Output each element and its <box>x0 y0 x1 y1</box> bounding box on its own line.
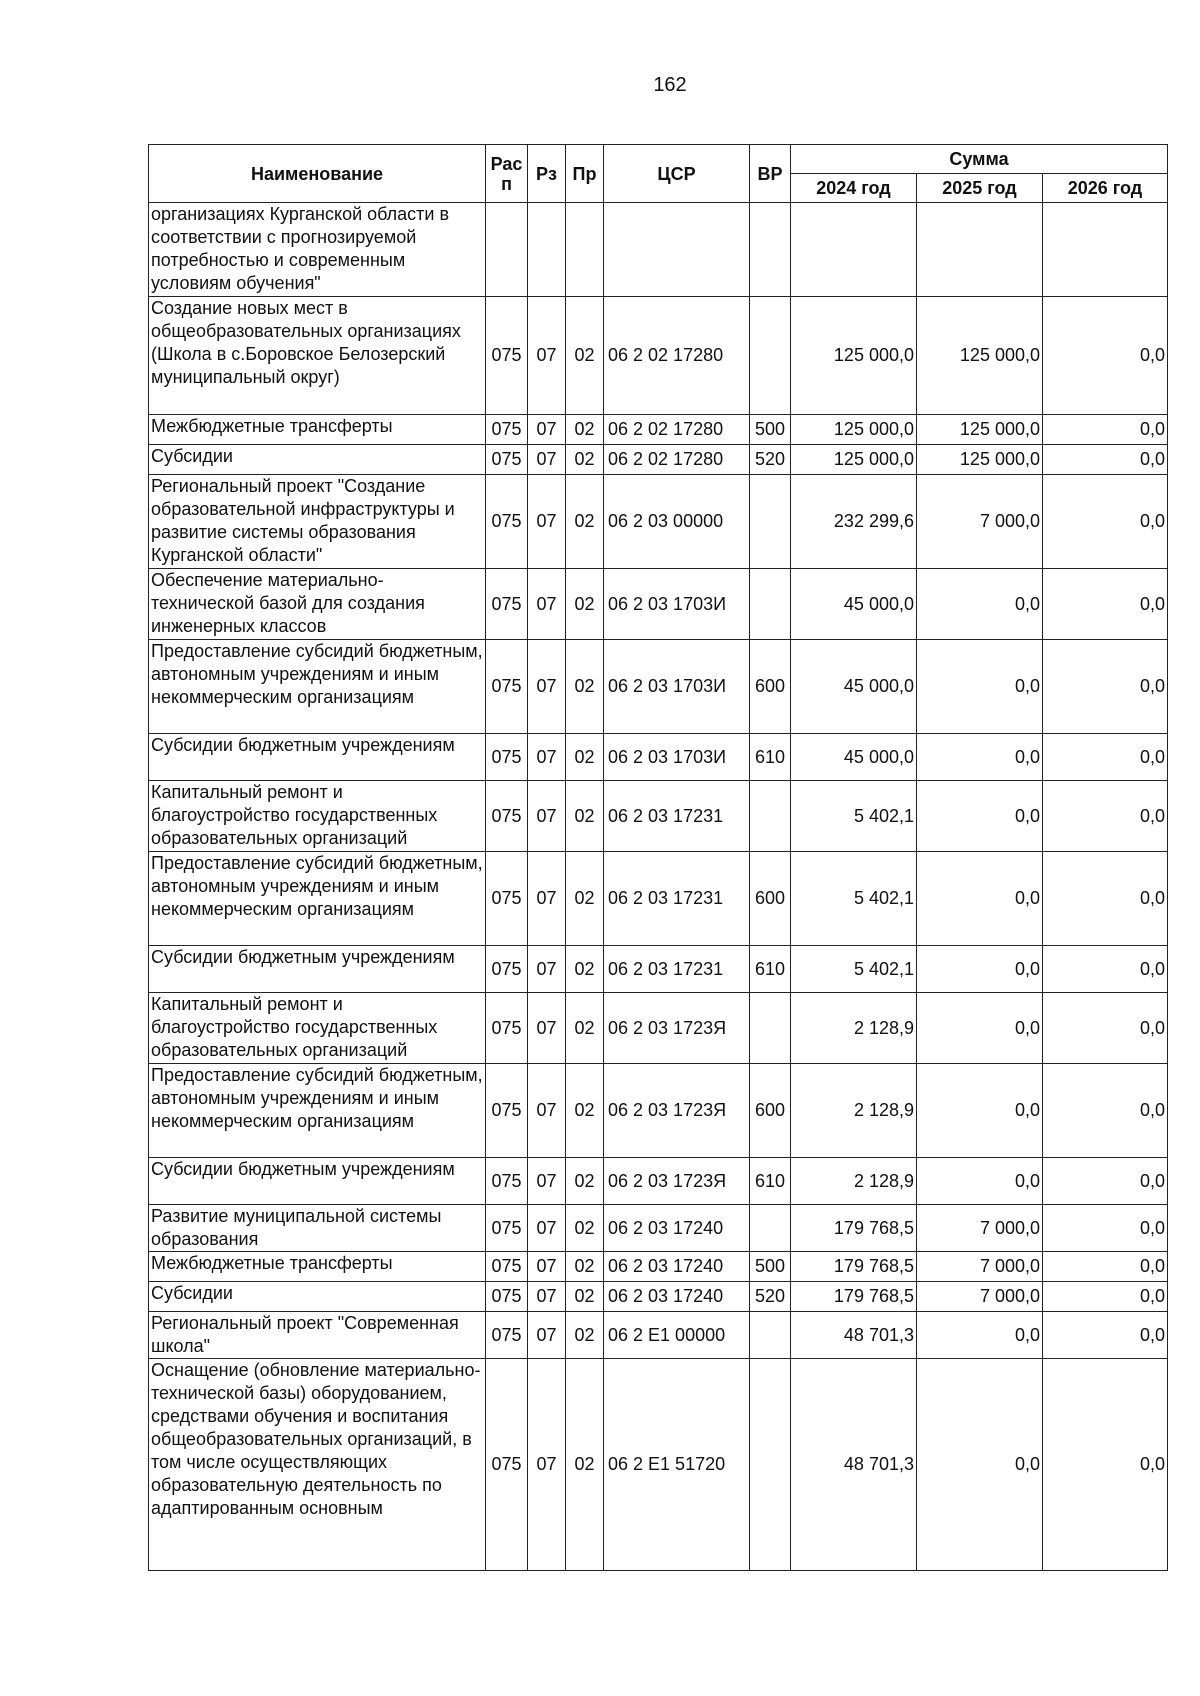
row-rz: 07 <box>528 569 566 640</box>
header-year-2026: 2026 год <box>1043 174 1168 203</box>
header-csr: ЦСР <box>604 145 750 203</box>
row-pr: 02 <box>566 993 604 1064</box>
row-sum-2025: 0,0 <box>917 1359 1043 1571</box>
row-pr: 02 <box>566 781 604 852</box>
row-sum-2026: 0,0 <box>1043 297 1168 415</box>
row-vr <box>750 1359 791 1571</box>
row-csr: 06 2 03 1723Я <box>604 1158 750 1205</box>
row-sum-2024 <box>791 203 917 297</box>
row-rasp: 075 <box>486 1359 528 1571</box>
row-rasp: 075 <box>486 1064 528 1158</box>
row-sum-2026: 0,0 <box>1043 640 1168 734</box>
row-csr: 06 2 03 1703И <box>604 569 750 640</box>
row-sum-2025: 0,0 <box>917 852 1043 946</box>
row-sum-2024: 2 128,9 <box>791 1064 917 1158</box>
row-rz: 07 <box>528 993 566 1064</box>
row-sum-2026 <box>1043 203 1168 297</box>
row-rasp: 075 <box>486 1158 528 1205</box>
row-csr: 06 2 02 17280 <box>604 297 750 415</box>
budget-table <box>148 144 1168 1571</box>
row-name: Создание новых мест в общеобразовательных организациях (Школа в с.Боровское Белозерский муниципальный округ) <box>149 297 486 415</box>
header-pr: Пр <box>566 145 604 203</box>
row-sum-2026: 0,0 <box>1043 946 1168 993</box>
row-sum-2025: 0,0 <box>917 993 1043 1064</box>
table-row <box>149 569 1168 640</box>
row-sum-2024: 2 128,9 <box>791 1158 917 1205</box>
row-rasp: 075 <box>486 297 528 415</box>
row-sum-2025: 7 000,0 <box>917 1252 1043 1282</box>
row-pr: 02 <box>566 1252 604 1282</box>
row-pr <box>566 203 604 297</box>
row-rz: 07 <box>528 475 566 569</box>
row-rasp: 075 <box>486 569 528 640</box>
row-csr: 06 2 03 00000 <box>604 475 750 569</box>
row-sum-2024: 45 000,0 <box>791 734 917 781</box>
row-csr: 06 2 03 1723Я <box>604 1064 750 1158</box>
row-sum-2025: 125 000,0 <box>917 415 1043 445</box>
table-row <box>149 1282 1168 1312</box>
row-sum-2024: 5 402,1 <box>791 852 917 946</box>
row-name: Капитальный ремонт и благоустройство государственных образовательных организаций <box>149 993 486 1064</box>
row-sum-2026: 0,0 <box>1043 1158 1168 1205</box>
row-sum-2025 <box>917 203 1043 297</box>
table-row <box>149 640 1168 734</box>
table-row <box>149 1252 1168 1282</box>
row-vr: 600 <box>750 852 791 946</box>
row-vr: 600 <box>750 1064 791 1158</box>
row-sum-2026: 0,0 <box>1043 1359 1168 1571</box>
row-vr: 520 <box>750 445 791 475</box>
row-rz: 07 <box>528 1064 566 1158</box>
row-sum-2025: 0,0 <box>917 946 1043 993</box>
row-sum-2024: 48 701,3 <box>791 1359 917 1571</box>
row-rasp <box>486 203 528 297</box>
row-rz: 07 <box>528 781 566 852</box>
row-name: Развитие муниципальной системы образования <box>149 1205 486 1252</box>
row-sum-2026: 0,0 <box>1043 475 1168 569</box>
header-name: Наименование <box>149 145 486 203</box>
row-sum-2024: 45 000,0 <box>791 569 917 640</box>
row-rasp: 075 <box>486 640 528 734</box>
table-row <box>149 475 1168 569</box>
row-sum-2024: 232 299,6 <box>791 475 917 569</box>
header-year-2024: 2024 год <box>791 174 917 203</box>
row-csr: 06 2 03 17231 <box>604 946 750 993</box>
row-pr: 02 <box>566 445 604 475</box>
row-sum-2025: 125 000,0 <box>917 297 1043 415</box>
row-vr: 600 <box>750 640 791 734</box>
row-vr: 610 <box>750 1158 791 1205</box>
header-year-2025: 2025 год <box>917 174 1043 203</box>
row-sum-2024: 125 000,0 <box>791 415 917 445</box>
row-sum-2025: 0,0 <box>917 1312 1043 1359</box>
row-pr: 02 <box>566 415 604 445</box>
row-pr: 02 <box>566 569 604 640</box>
row-pr: 02 <box>566 1205 604 1252</box>
row-sum-2024: 179 768,5 <box>791 1205 917 1252</box>
row-rz: 07 <box>528 1158 566 1205</box>
row-name: Субсидии бюджетным учреждениям <box>149 1158 486 1205</box>
table-body <box>149 203 1168 1571</box>
row-sum-2024: 179 768,5 <box>791 1252 917 1282</box>
row-pr: 02 <box>566 1282 604 1312</box>
row-sum-2026: 0,0 <box>1043 734 1168 781</box>
row-sum-2026: 0,0 <box>1043 1282 1168 1312</box>
row-rz: 07 <box>528 852 566 946</box>
row-vr <box>750 297 791 415</box>
row-pr: 02 <box>566 1158 604 1205</box>
row-rz: 07 <box>528 946 566 993</box>
row-sum-2025: 7 000,0 <box>917 1282 1043 1312</box>
row-csr: 06 2 03 1703И <box>604 640 750 734</box>
header-sum: Сумма <box>791 145 1168 174</box>
row-sum-2026: 0,0 <box>1043 1312 1168 1359</box>
table-row <box>149 852 1168 946</box>
table-row <box>149 993 1168 1064</box>
row-rz: 07 <box>528 1282 566 1312</box>
row-pr: 02 <box>566 475 604 569</box>
row-rasp: 075 <box>486 475 528 569</box>
row-vr <box>750 203 791 297</box>
row-csr: 06 2 03 17231 <box>604 781 750 852</box>
row-csr: 06 2 02 17280 <box>604 415 750 445</box>
row-rasp: 075 <box>486 1282 528 1312</box>
row-name: Региональный проект "Создание образовательной инфраструктуры и развитие системы образования Курганской области" <box>149 475 486 569</box>
row-sum-2025: 0,0 <box>917 569 1043 640</box>
row-pr: 02 <box>566 1312 604 1359</box>
row-sum-2025: 7 000,0 <box>917 475 1043 569</box>
row-name: Капитальный ремонт и благоустройство государственных образовательных организаций <box>149 781 486 852</box>
table-row <box>149 445 1168 475</box>
row-sum-2025: 0,0 <box>917 1158 1043 1205</box>
table-row <box>149 1312 1168 1359</box>
table-row <box>149 946 1168 993</box>
row-sum-2024: 125 000,0 <box>791 445 917 475</box>
row-vr: 500 <box>750 415 791 445</box>
row-sum-2024: 48 701,3 <box>791 1312 917 1359</box>
table-row <box>149 1064 1168 1158</box>
row-csr: 06 2 03 17240 <box>604 1205 750 1252</box>
row-pr: 02 <box>566 640 604 734</box>
header-rz: Рз <box>528 145 566 203</box>
row-vr: 500 <box>750 1252 791 1282</box>
table-row <box>149 1158 1168 1205</box>
row-csr: 06 2 03 17240 <box>604 1282 750 1312</box>
row-rz: 07 <box>528 445 566 475</box>
row-rz: 07 <box>528 734 566 781</box>
row-pr: 02 <box>566 1359 604 1571</box>
row-rasp: 075 <box>486 1252 528 1282</box>
table-row <box>149 297 1168 415</box>
row-name: Межбюджетные трансферты <box>149 1252 486 1282</box>
row-sum-2025: 0,0 <box>917 1064 1043 1158</box>
row-csr: 06 2 02 17280 <box>604 445 750 475</box>
row-vr: 610 <box>750 946 791 993</box>
row-vr <box>750 1312 791 1359</box>
row-name: Субсидии <box>149 445 486 475</box>
row-csr: 06 2 03 1723Я <box>604 993 750 1064</box>
row-rasp: 075 <box>486 993 528 1064</box>
row-sum-2025: 0,0 <box>917 640 1043 734</box>
row-name: Региональный проект "Современная школа" <box>149 1312 486 1359</box>
row-sum-2025: 7 000,0 <box>917 1205 1043 1252</box>
table-row <box>149 781 1168 852</box>
header-rasp: Рас п <box>486 145 528 203</box>
row-vr <box>750 1205 791 1252</box>
row-sum-2026: 0,0 <box>1043 415 1168 445</box>
row-sum-2026: 0,0 <box>1043 569 1168 640</box>
row-rasp: 075 <box>486 415 528 445</box>
row-name: Предоставление субсидий бюджетным, автономным учреждениям и иным некоммерческим организациям <box>149 640 486 734</box>
row-name: организациях Курганской области в соответствии с прогнозируемой потребностью и современным условиям обучения" <box>149 203 486 297</box>
row-name: Субсидии бюджетным учреждениям <box>149 734 486 781</box>
row-vr: 520 <box>750 1282 791 1312</box>
row-csr: 06 2 E1 00000 <box>604 1312 750 1359</box>
row-sum-2024: 2 128,9 <box>791 993 917 1064</box>
row-name: Обеспечение материально-технической базой для создания инженерных классов <box>149 569 486 640</box>
row-vr <box>750 993 791 1064</box>
table-row <box>149 203 1168 297</box>
row-vr: 610 <box>750 734 791 781</box>
page-number: 162 <box>653 74 687 96</box>
row-rasp: 075 <box>486 734 528 781</box>
row-sum-2024: 5 402,1 <box>791 781 917 852</box>
row-vr <box>750 781 791 852</box>
row-rz: 07 <box>528 1205 566 1252</box>
row-rz: 07 <box>528 1312 566 1359</box>
row-rz: 07 <box>528 640 566 734</box>
row-pr: 02 <box>566 1064 604 1158</box>
table-row <box>149 415 1168 445</box>
row-sum-2024: 5 402,1 <box>791 946 917 993</box>
row-sum-2026: 0,0 <box>1043 445 1168 475</box>
row-name: Субсидии <box>149 1282 486 1312</box>
row-rasp: 075 <box>486 852 528 946</box>
row-rasp: 075 <box>486 781 528 852</box>
row-name: Предоставление субсидий бюджетным, автономным учреждениям и иным некоммерческим организациям <box>149 1064 486 1158</box>
row-rz: 07 <box>528 415 566 445</box>
row-name: Предоставление субсидий бюджетным, автономным учреждениям и иным некоммерческим организациям <box>149 852 486 946</box>
row-csr <box>604 203 750 297</box>
row-rasp: 075 <box>486 445 528 475</box>
row-pr: 02 <box>566 946 604 993</box>
row-csr: 06 2 03 17240 <box>604 1252 750 1282</box>
table-row <box>149 734 1168 781</box>
row-csr: 06 2 E1 51720 <box>604 1359 750 1571</box>
header-vr: ВР <box>750 145 791 203</box>
row-sum-2026: 0,0 <box>1043 781 1168 852</box>
row-vr <box>750 569 791 640</box>
row-rz: 07 <box>528 297 566 415</box>
row-sum-2025: 0,0 <box>917 734 1043 781</box>
row-rz: 07 <box>528 1359 566 1571</box>
row-rasp: 075 <box>486 1205 528 1252</box>
row-sum-2025: 125 000,0 <box>917 445 1043 475</box>
row-name: Субсидии бюджетным учреждениям <box>149 946 486 993</box>
row-sum-2026: 0,0 <box>1043 1252 1168 1282</box>
row-pr: 02 <box>566 297 604 415</box>
row-csr: 06 2 03 17231 <box>604 852 750 946</box>
row-sum-2024: 125 000,0 <box>791 297 917 415</box>
row-name: Оснащение (обновление материально-технической базы) оборудованием, средствами обучения и воспитания общеобразовательных организаций, в том числе осуществляющих образовательную деятельность по адаптированным основным <box>149 1359 486 1571</box>
row-rasp: 075 <box>486 1312 528 1359</box>
row-rz <box>528 203 566 297</box>
row-name: Межбюджетные трансферты <box>149 415 486 445</box>
row-sum-2026: 0,0 <box>1043 1205 1168 1252</box>
table-row <box>149 1359 1168 1571</box>
row-sum-2026: 0,0 <box>1043 852 1168 946</box>
row-csr: 06 2 03 1703И <box>604 734 750 781</box>
row-rz: 07 <box>528 1252 566 1282</box>
row-sum-2026: 0,0 <box>1043 1064 1168 1158</box>
row-pr: 02 <box>566 852 604 946</box>
row-rasp: 075 <box>486 946 528 993</box>
row-sum-2026: 0,0 <box>1043 993 1168 1064</box>
row-vr <box>750 475 791 569</box>
row-sum-2024: 179 768,5 <box>791 1282 917 1312</box>
table-row <box>149 1205 1168 1252</box>
row-sum-2024: 45 000,0 <box>791 640 917 734</box>
row-sum-2025: 0,0 <box>917 781 1043 852</box>
row-pr: 02 <box>566 734 604 781</box>
